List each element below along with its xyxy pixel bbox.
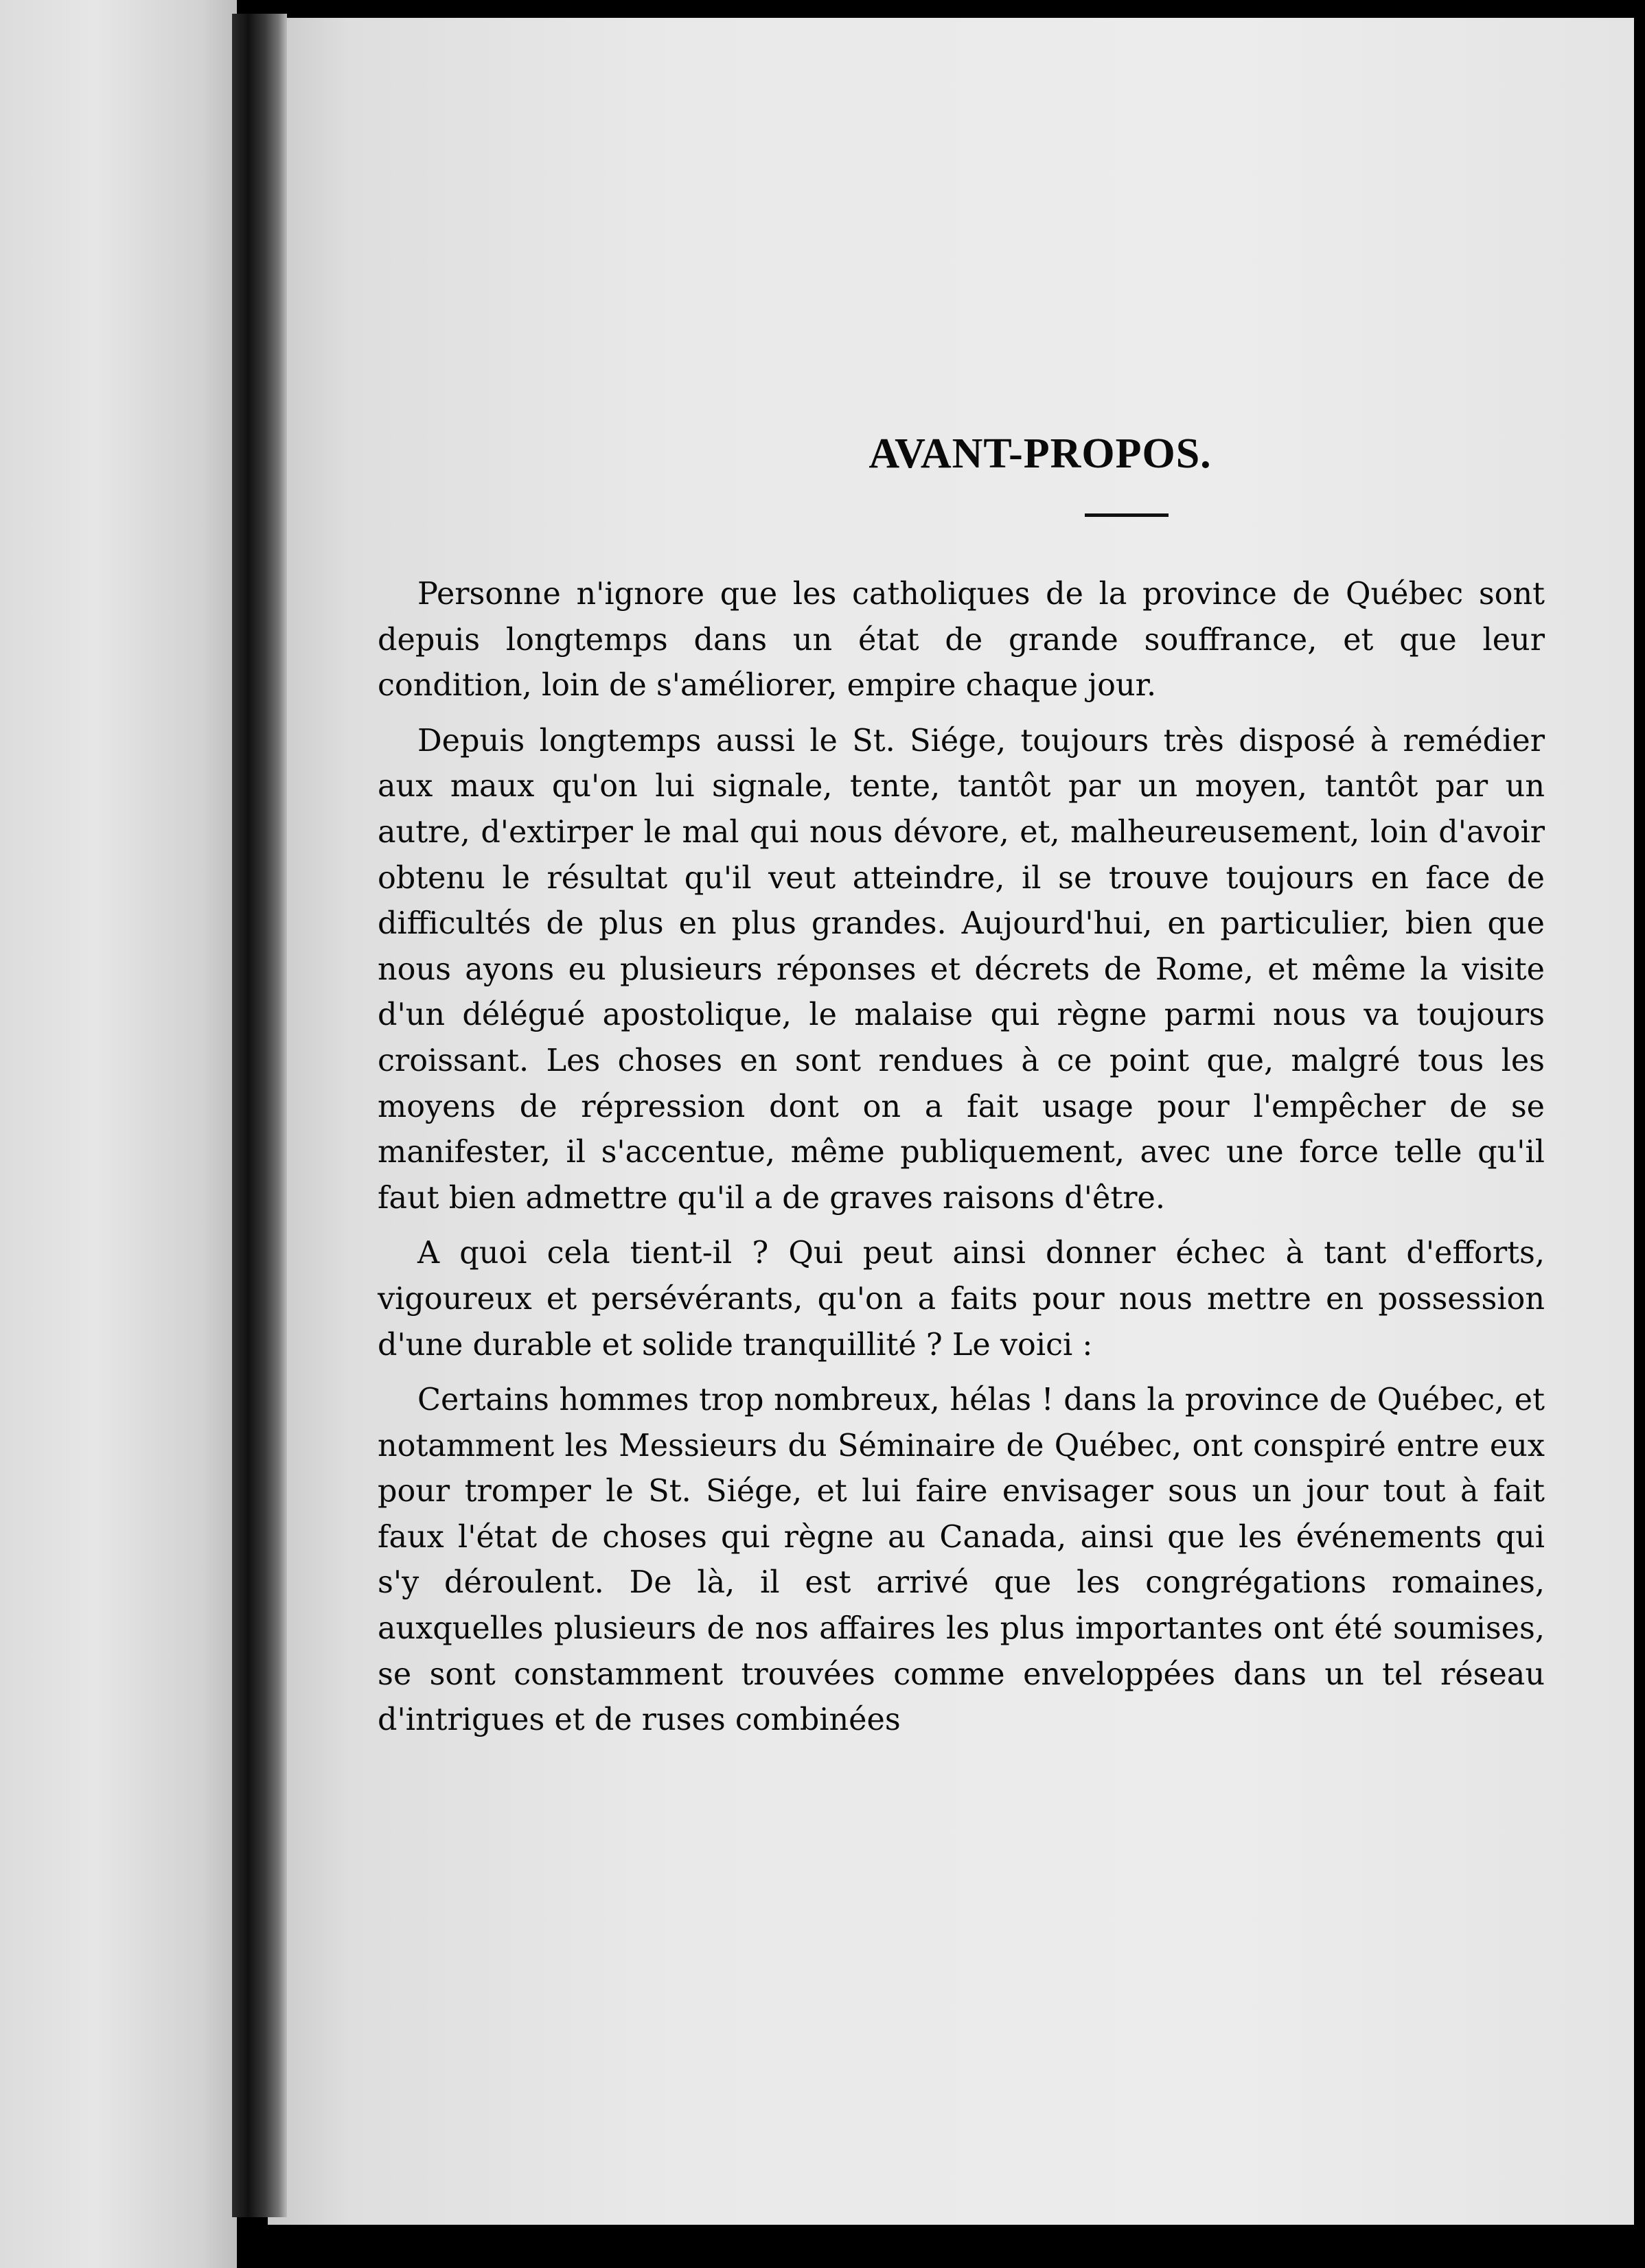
paragraph: Personne n'ignore que les catholiques de la province de Québec sont depuis longtemps dans un état de grande souffrance, et que leur condition, loin de s'améliorer, empire chaque jour. — [378, 577, 1545, 704]
left-page-edge — [0, 0, 237, 2268]
paragraph: Certains hommes trop nombreux, hélas ! dans la province de Québec, et notamment les Messieurs du Séminaire de Québec, ont conspiré entre eux pour tromper le St. Siége, et lui faire envisager sous un jour tout à fait faux l'état de choses qui règne au Canada, ainsi que les événements qui s'y déroulent. De là, il est arrivé que les congrégations romaines, auxquelles plusieurs de nos affaires les plus importantes ont été soumises, se sont constamment trouvées comme enveloppées dans un tel réseau d'intrigues et de ruses combinées — [378, 1382, 1545, 1738]
page-text-block — [378, 423, 1545, 1753]
title-rule — [1085, 513, 1169, 517]
book-page — [268, 18, 1634, 2225]
page-title: AVANT-PROPOS. — [868, 430, 1212, 477]
paragraph: A quoi cela tient-il ? Qui peut ainsi donner échec à tant d'efforts, vigoureux et persévérants, qu'on a faits pour nous mettre en possession d'une durable et solide tranquillité ? Le voici : — [378, 1236, 1545, 1363]
body-text — [378, 572, 1545, 1744]
paragraph: Depuis longtemps aussi le St. Siége, toujours très disposé à remédier aux maux qu'on lui signale, tente, tantôt par un moyen, tantôt par un autre, d'extirper le mal qui nous dévore, et, malheureusement, loin d'avoir obtenu le résultat qu'il veut atteindre, il se trouve toujours en face de difficultés de plus en plus grandes. Aujourd'hui, en particulier, bien que nous ayons eu plusieurs réponses et décrets de Rome, et même la visite d'un délégué apostolique, le malaise qui règne parmi nous va toujours croissant. Les choses en sont rendues à ce point que, malgré tous les moyens de répression dont on a fait usage pour l'empêcher de se manifester, il s'accentue, même publiquement, avec une force telle qu'il faut bien admettre qu'il a de graves raisons d'être. — [378, 723, 1545, 1216]
binding-gutter — [232, 14, 287, 2217]
